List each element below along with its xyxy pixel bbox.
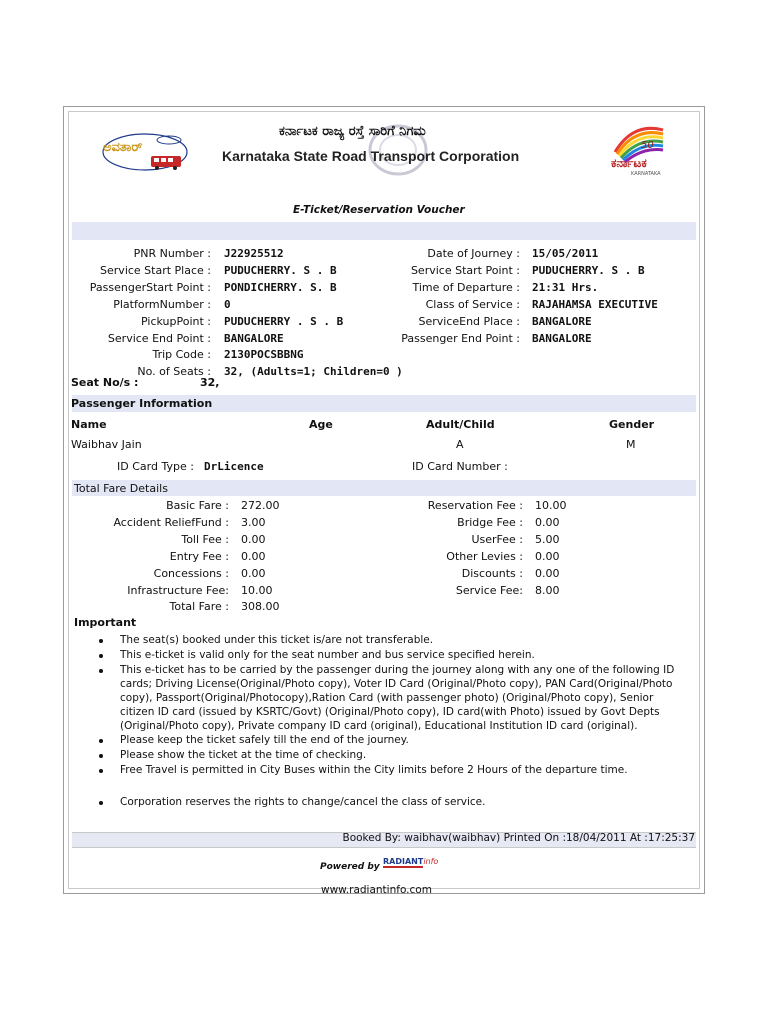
journey-left-field-label: Trip Code : <box>152 348 211 362</box>
fare-right-field-value: 5.00 <box>535 532 560 546</box>
karnataka-logo-sub: KARNATAKA <box>631 171 661 177</box>
col-name: Name <box>71 418 107 431</box>
journey-left-field-label: PickupPoint : <box>141 314 211 328</box>
journey-right-field-label: Time of Departure : <box>412 280 520 294</box>
journey-left-field-label: Service End Point : <box>107 331 211 345</box>
karnataka-logo-number: 50 <box>641 140 654 151</box>
important-note-line: This e-ticket is valid only for the seat number and bus service specified herein. <box>120 649 535 661</box>
journey-left-field-label: Service Start Place : <box>100 263 211 277</box>
journey-left-field-value: 0 <box>224 297 231 311</box>
journey-left-field-label: PNR Number : <box>133 247 211 260</box>
booked-by-text: Booked By: waibhav(waibhav) Printed On :18/04/2011 At :17:25:37 <box>342 832 695 844</box>
avatar-logo <box>99 126 191 176</box>
journey-left-field-value: BANGALORE <box>224 331 284 345</box>
passenger-section-title: Passenger Information <box>71 397 213 410</box>
bullet-icon <box>99 739 103 743</box>
fare-left-field-label: Total Fare : <box>169 600 229 614</box>
fare-left-field-label: Accident ReliefFund : <box>113 515 229 529</box>
bullet-icon <box>99 639 103 643</box>
radiant-logo <box>383 854 438 867</box>
radiant-logo-suffix: info <box>423 857 439 866</box>
fare-right-field-value: 0.00 <box>535 566 560 580</box>
fare-left-field-value: 3.00 <box>241 515 266 529</box>
important-note-line: The seat(s) booked under this ticket is/are not transferable. <box>120 634 434 646</box>
journey-right-field-label: Passenger End Point : <box>401 331 520 345</box>
karnataka-logo-text: ಕರ್ನಾಟಕ <box>611 156 647 170</box>
fare-right-field-label: Discounts : <box>461 566 523 580</box>
passenger-name: Waibhav Jain <box>71 438 142 451</box>
journey-left-field-label: PlatformNumber : <box>113 297 211 311</box>
fare-right-field-value: 10.00 <box>535 499 567 512</box>
bullet-icon <box>99 754 103 758</box>
bullet-icon <box>99 801 103 805</box>
important-note-line: This e-ticket has to be carried by the passenger during the journey along with any one of the following ID <box>120 664 675 676</box>
title-band <box>72 222 696 240</box>
journey-left-field-label: No. of Seats : <box>137 365 211 379</box>
col-age: Age <box>309 418 333 431</box>
important-note-line: cards; Driving License(Original/Photo copy), Voter ID Card (Original/Photo copy), PAN Card(Original/Photo <box>120 678 673 690</box>
bullet-icon <box>99 669 103 673</box>
journey-right-field-value: 15/05/2011 <box>532 247 599 260</box>
journey-right-field-value: PUDUCHERRY. S . B <box>532 263 645 277</box>
ticket-inner <box>68 111 700 896</box>
fare-left-field-label: Toll Fee : <box>181 532 229 546</box>
seat-value: 32, <box>200 376 220 389</box>
fare-right-field-label: UserFee : <box>471 532 523 546</box>
journey-left-field-value: 2130POCSBBNG <box>224 348 304 362</box>
important-note-line: Please keep the ticket safely till the end of the journey. <box>120 734 409 746</box>
important-note-line: Free Travel is permitted in City Buses within the City limits before 2 Hours of the departure time. <box>120 764 628 776</box>
fare-left-field-value: 272.00 <box>241 499 280 512</box>
journey-right-field-label: Date of Journey : <box>427 247 520 260</box>
journey-right-field-value: 21:31 Hrs. <box>532 280 599 294</box>
fare-right-field-value: 0.00 <box>535 549 560 563</box>
fare-right-field-label: Reservation Fee : <box>427 499 523 512</box>
fare-left-field-value: 308.00 <box>241 600 280 614</box>
important-title: Important <box>74 616 137 629</box>
fare-right-field-label: Other Levies : <box>446 549 523 563</box>
org-name-english: Karnataka State Road Transport Corporation <box>222 148 520 164</box>
journey-right-field-label: Class of Service : <box>425 297 520 311</box>
journey-right-field-value: BANGALORE <box>532 314 592 328</box>
fare-left-field-label: Concessions : <box>153 566 229 580</box>
fare-left-field-label: Infrastructure Fee: <box>127 583 229 597</box>
journey-left-field-value: PUDUCHERRY. S . B <box>224 263 337 277</box>
fare-left-field-label: Basic Fare : <box>166 499 229 512</box>
fare-right-field-label: Bridge Fee : <box>457 515 523 529</box>
journey-left-field-label: PassengerStart Point : <box>89 280 211 294</box>
fare-left-field-value: 10.00 <box>241 583 273 597</box>
journey-left-field-value: J22925512 <box>224 247 284 260</box>
journey-left-field-value: 32, (Adults=1; Children=0 ) <box>224 365 403 379</box>
fare-section-title: Total Fare Details <box>74 482 168 495</box>
seat-label: Seat No/s : <box>71 376 139 389</box>
journey-left-field-value: PONDICHERRY. S. B <box>224 280 337 294</box>
fare-left-field-value: 0.00 <box>241 566 266 580</box>
fare-right-field-value: 0.00 <box>535 515 560 529</box>
journey-right-field-value: BANGALORE <box>532 331 592 345</box>
important-note-line: copy), Passport(Original/Photocopy),Ration Card (with passenger photo) (Original/Photo copy), Senior <box>120 692 654 704</box>
passenger-adult-child: A <box>456 438 464 451</box>
important-note-line: (Original/Photo copy), Private company ID card (original), Educational Institution ID card (original). <box>120 720 638 732</box>
passenger-gender: M <box>626 438 636 451</box>
important-note-line: Please show the ticket at the time of checking. <box>120 749 367 761</box>
website-link[interactable]: www.radiantinfo.com <box>321 884 432 896</box>
karnataka-50-logo <box>597 118 677 180</box>
voucher-title: E-Ticket/Reservation Voucher <box>293 204 465 216</box>
col-adult-child: Adult/Child <box>426 418 495 431</box>
important-note-line: Corporation reserves the rights to change/cancel the class of service. <box>120 796 486 808</box>
fare-left-field-label: Entry Fee : <box>169 549 229 563</box>
journey-right-field-value: RAJAHAMSA EXECUTIVE <box>532 297 658 311</box>
fare-right-field-value: 8.00 <box>535 583 560 597</box>
important-note-line: citizen ID card (issued by KSRTC/Govt) (Original/Photo copy), ID card(with Photo) issued by Govt Depts <box>120 706 660 718</box>
id-card-type-value: DrLicence <box>204 460 264 473</box>
journey-left-field-value: PUDUCHERRY . S . B <box>224 314 344 328</box>
id-card-number-label: ID Card Number : <box>412 460 508 473</box>
powered-by-label: Powered by <box>320 862 380 872</box>
org-name-kannada: ಕರ್ನಾಟಕ ರಾಜ್ಯ ರಸ್ತೆ ಸಾರಿಗೆ ನಿಗಮ <box>279 124 426 139</box>
ticket-frame <box>63 106 705 894</box>
bullet-icon <box>99 769 103 773</box>
radiant-logo-main: RADIANT <box>383 857 424 866</box>
fare-right-field-label: Service Fee: <box>455 583 523 597</box>
fare-left-field-value: 0.00 <box>241 549 266 563</box>
fare-left-field-value: 0.00 <box>241 532 266 546</box>
journey-right-field-label: Service Start Point : <box>410 263 520 277</box>
journey-right-field-label: ServiceEnd Place : <box>418 314 520 328</box>
col-gender: Gender <box>609 418 655 431</box>
id-card-type-label: ID Card Type : <box>117 460 194 473</box>
avatar-logo-text: ಅವತಾರ್ <box>103 140 143 155</box>
bullet-icon <box>99 654 103 658</box>
